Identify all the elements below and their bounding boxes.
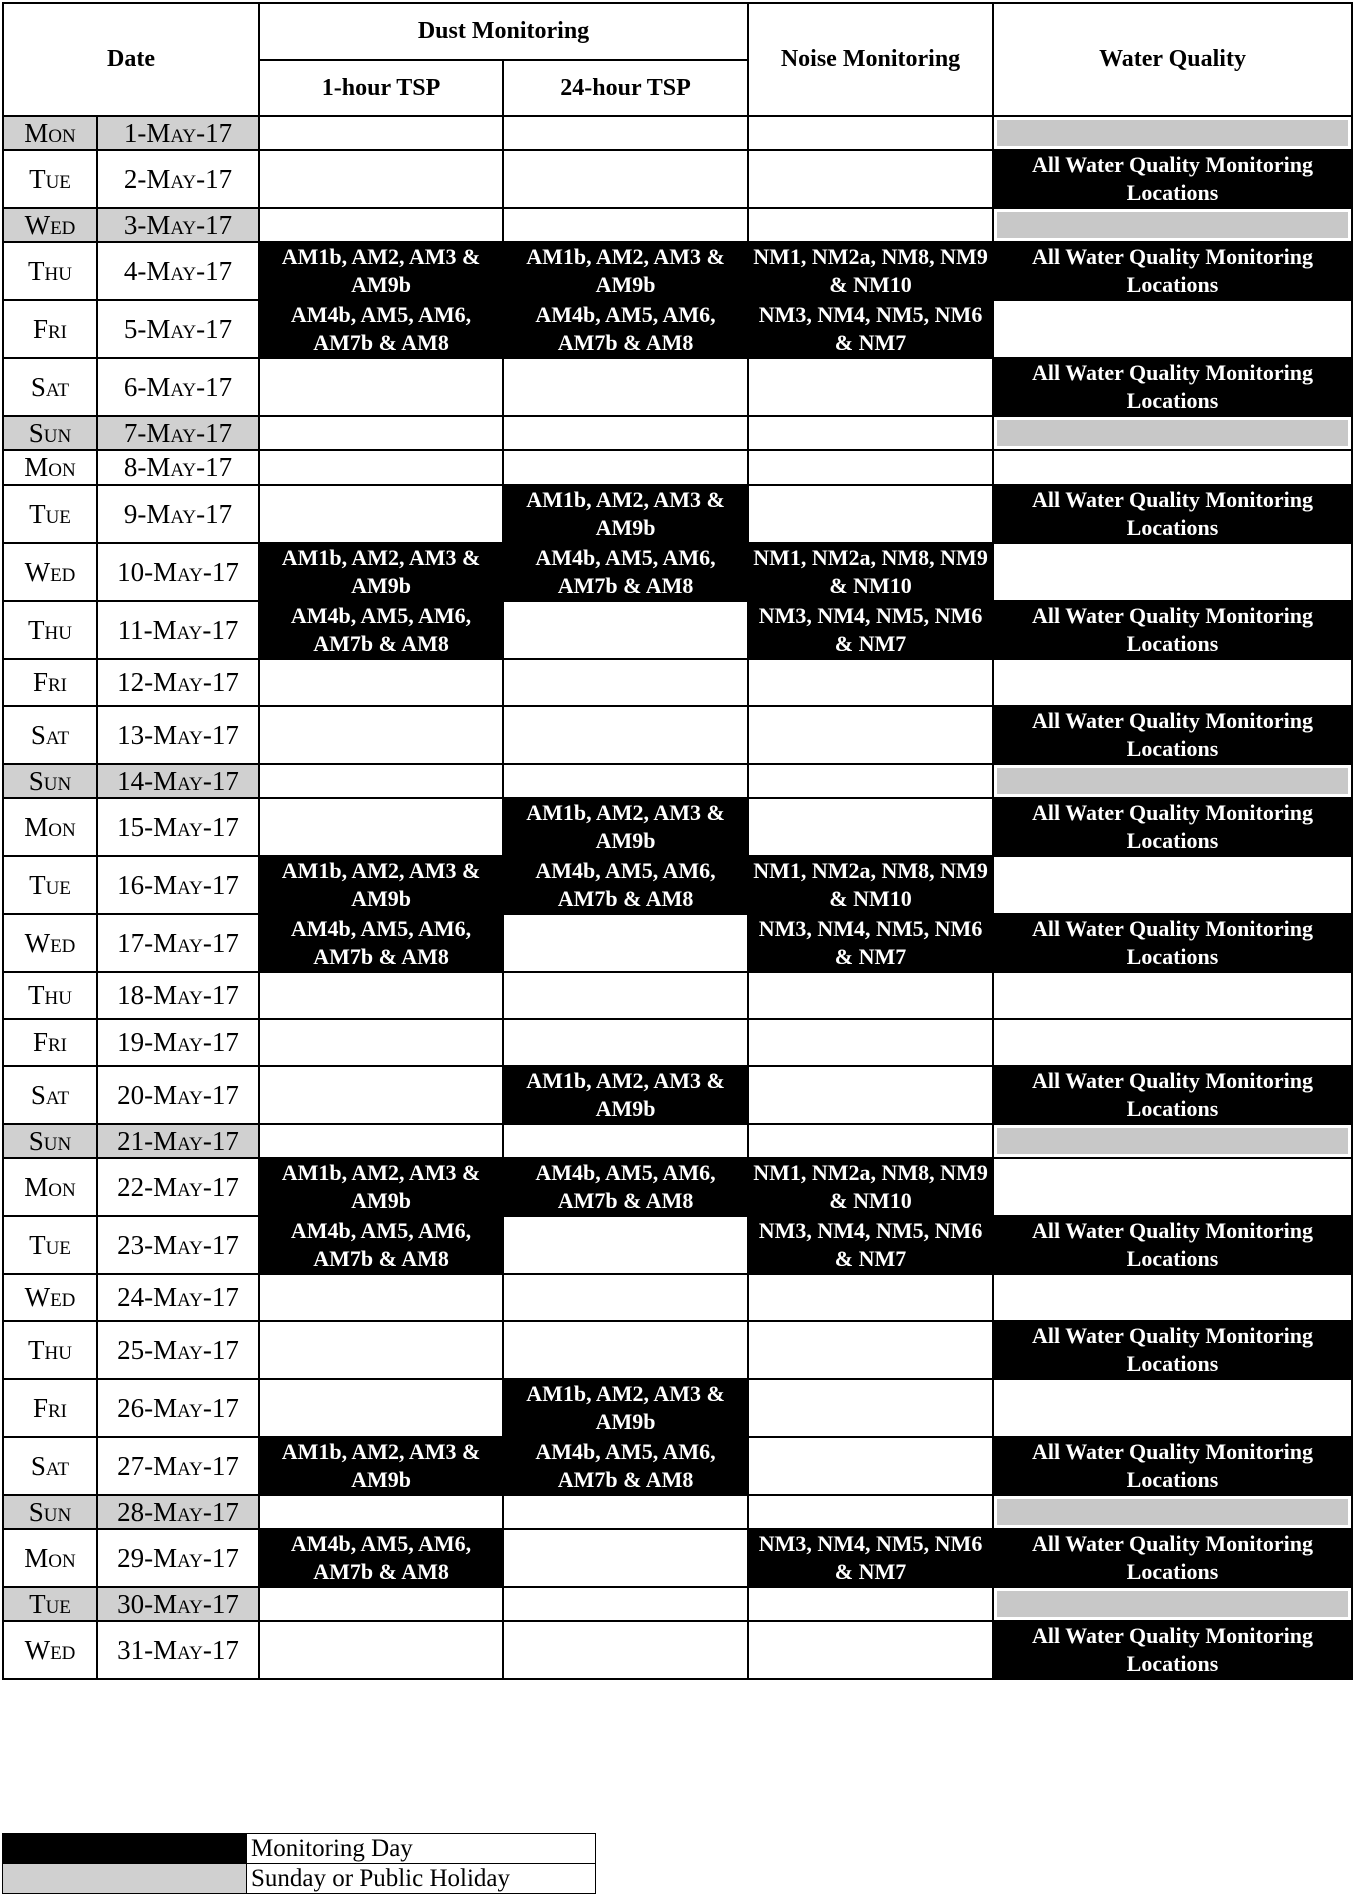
schedule-row (3, 1437, 1352, 1495)
tsp-24hour-cell (503, 659, 748, 706)
tsp-24hour-cell (503, 601, 748, 659)
tsp-24hour-cell: AM1b, AM2, AM3 & AM9b (503, 1066, 748, 1124)
noise-cell (748, 150, 993, 208)
noise-cell: NM3, NM4, NM5, NM6 & NM7 (748, 601, 993, 659)
water-quality-cell (993, 659, 1352, 706)
tsp-24hour-cell (503, 1216, 748, 1274)
tsp-1hour-cell: AM1b, AM2, AM3 & AM9b (259, 543, 503, 601)
schedule-row (3, 659, 1352, 706)
tsp-1hour-cell: AM4b, AM5, AM6, AM7b & AM8 (259, 300, 503, 358)
weekday-cell: Fri (3, 1019, 97, 1066)
noise-cell: NM1, NM2a, NM8, NM9 & NM10 (748, 242, 993, 300)
tsp-24hour-cell (503, 1495, 748, 1529)
water-quality-cell: All Water Quality Monitoring Locations (993, 1437, 1352, 1495)
weekday-cell: Fri (3, 300, 97, 358)
tsp-24hour-cell (503, 1124, 748, 1158)
weekday-cell: Mon (3, 1158, 97, 1216)
tsp-1hour-cell (259, 972, 503, 1019)
tsp-1hour-cell (259, 1124, 503, 1158)
weekday-cell: Thu (3, 1321, 97, 1379)
noise-cell: NM3, NM4, NM5, NM6 & NM7 (748, 914, 993, 972)
date-cell: 9-May-17 (97, 485, 259, 543)
water-quality-cell (993, 856, 1352, 914)
noise-cell: NM3, NM4, NM5, NM6 & NM7 (748, 300, 993, 358)
noise-cell: NM3, NM4, NM5, NM6 & NM7 (748, 1529, 993, 1587)
tsp-24hour-cell (503, 358, 748, 416)
noise-cell (748, 485, 993, 543)
date-cell: 14-May-17 (97, 764, 259, 798)
holiday-shading (997, 1591, 1348, 1617)
tsp-24hour-cell (503, 1529, 748, 1587)
schedule-row (3, 1495, 1352, 1529)
schedule-row (3, 1621, 1352, 1679)
schedule-row (3, 485, 1352, 543)
date-cell: 7-May-17 (97, 416, 259, 450)
legend-row-holiday (3, 1864, 596, 1894)
tsp-24hour-cell (503, 116, 748, 150)
weekday-cell: Mon (3, 1529, 97, 1587)
tsp-1hour-cell (259, 764, 503, 798)
weekday-cell: Thu (3, 242, 97, 300)
noise-cell (748, 1379, 993, 1437)
schedule-row (3, 242, 1352, 300)
noise-cell (748, 659, 993, 706)
date-cell: 8-May-17 (97, 450, 259, 485)
schedule-row (3, 1066, 1352, 1124)
noise-cell (748, 450, 993, 485)
noise-cell (748, 1066, 993, 1124)
weekday-cell: Wed (3, 914, 97, 972)
noise-cell (748, 1019, 993, 1066)
schedule-row (3, 116, 1352, 150)
tsp-24hour-cell: AM4b, AM5, AM6, AM7b & AM8 (503, 543, 748, 601)
water-quality-cell: All Water Quality Monitoring Locations (993, 1066, 1352, 1124)
noise-cell (748, 1124, 993, 1158)
holiday-shading (997, 768, 1348, 794)
water-quality-cell: All Water Quality Monitoring Locations (993, 1321, 1352, 1379)
water-quality-cell: All Water Quality Monitoring Locations (993, 798, 1352, 856)
tsp-1hour-cell (259, 416, 503, 450)
tsp-24hour-cell: AM4b, AM5, AM6, AM7b & AM8 (503, 300, 748, 358)
tsp-1hour-cell (259, 150, 503, 208)
date-cell: 15-May-17 (97, 798, 259, 856)
weekday-cell: Sun (3, 1495, 97, 1529)
tsp-1hour-cell: AM1b, AM2, AM3 & AM9b (259, 1158, 503, 1216)
tsp-24hour-cell (503, 1587, 748, 1621)
monitoring-schedule-table (2, 2, 1353, 1680)
holiday-shading (997, 120, 1348, 146)
schedule-row (3, 450, 1352, 485)
water-quality-cell (993, 1019, 1352, 1066)
weekday-cell: Sat (3, 706, 97, 764)
tsp-24hour-cell: AM4b, AM5, AM6, AM7b & AM8 (503, 1437, 748, 1495)
tsp-1hour-cell: AM4b, AM5, AM6, AM7b & AM8 (259, 1529, 503, 1587)
date-cell: 2-May-17 (97, 150, 259, 208)
water-quality-cell (993, 1495, 1352, 1529)
water-quality-cell (993, 116, 1352, 150)
schedule-row (3, 972, 1352, 1019)
tsp-24hour-cell (503, 706, 748, 764)
noise-cell: NM1, NM2a, NM8, NM9 & NM10 (748, 543, 993, 601)
noise-cell (748, 972, 993, 1019)
weekday-cell: Sat (3, 358, 97, 416)
weekday-cell: Sat (3, 1066, 97, 1124)
holiday-shading (997, 420, 1348, 446)
noise-cell (748, 1495, 993, 1529)
schedule-row (3, 1379, 1352, 1437)
tsp-1hour-cell (259, 1587, 503, 1621)
noise-cell (748, 416, 993, 450)
header-row-1 (3, 3, 1352, 60)
noise-cell (748, 116, 993, 150)
date-cell: 29-May-17 (97, 1529, 259, 1587)
schedule-row (3, 914, 1352, 972)
noise-cell (748, 1321, 993, 1379)
weekday-cell: Tue (3, 1587, 97, 1621)
tsp-24hour-cell: AM1b, AM2, AM3 & AM9b (503, 242, 748, 300)
water-quality-cell: All Water Quality Monitoring Locations (993, 150, 1352, 208)
tsp-1hour-cell (259, 485, 503, 543)
water-quality-cell (993, 1158, 1352, 1216)
tsp-1hour-cell (259, 450, 503, 485)
date-cell: 24-May-17 (97, 1274, 259, 1321)
weekday-cell: Mon (3, 450, 97, 485)
water-quality-cell (993, 543, 1352, 601)
weekday-cell: Tue (3, 485, 97, 543)
legend-row-monitoring (3, 1834, 596, 1864)
weekday-cell: Sun (3, 764, 97, 798)
noise-cell (748, 706, 993, 764)
schedule-row (3, 1321, 1352, 1379)
weekday-cell: Mon (3, 116, 97, 150)
date-cell: 12-May-17 (97, 659, 259, 706)
weekday-cell: Tue (3, 150, 97, 208)
tsp-24hour-cell: AM1b, AM2, AM3 & AM9b (503, 798, 748, 856)
tsp-1hour-cell: AM1b, AM2, AM3 & AM9b (259, 1437, 503, 1495)
weekday-cell: Tue (3, 856, 97, 914)
date-cell: 4-May-17 (97, 242, 259, 300)
date-cell: 23-May-17 (97, 1216, 259, 1274)
weekday-cell: Sat (3, 1437, 97, 1495)
noise-cell: NM1, NM2a, NM8, NM9 & NM10 (748, 856, 993, 914)
date-cell: 20-May-17 (97, 1066, 259, 1124)
tsp-1hour-cell (259, 1379, 503, 1437)
water-quality-cell: All Water Quality Monitoring Locations (993, 1621, 1352, 1679)
tsp-1hour-cell (259, 1621, 503, 1679)
holiday-shading (997, 1128, 1348, 1154)
tsp-1hour-cell (259, 1274, 503, 1321)
water-quality-cell (993, 1274, 1352, 1321)
dust-monitoring-header: Dust Monitoring (259, 3, 748, 60)
water-quality-cell: All Water Quality Monitoring Locations (993, 601, 1352, 659)
schedule-row (3, 1529, 1352, 1587)
schedule-row (3, 1274, 1352, 1321)
schedule-row (3, 1216, 1352, 1274)
water-quality-cell (993, 1587, 1352, 1621)
schedule-row (3, 300, 1352, 358)
water-quality-cell (993, 450, 1352, 485)
tsp-1hour-cell (259, 706, 503, 764)
tsp-24hour-cell (503, 150, 748, 208)
weekday-cell: Mon (3, 798, 97, 856)
schedule-row (3, 208, 1352, 242)
date-cell: 3-May-17 (97, 208, 259, 242)
date-cell: 28-May-17 (97, 1495, 259, 1529)
schedule-row (3, 798, 1352, 856)
holiday-shading (997, 1499, 1348, 1525)
date-cell: 21-May-17 (97, 1124, 259, 1158)
weekday-cell: Fri (3, 659, 97, 706)
tsp-24hour-cell: AM1b, AM2, AM3 & AM9b (503, 1379, 748, 1437)
schedule-row (3, 150, 1352, 208)
tsp-1hour-cell (259, 358, 503, 416)
tsp-1hour-cell (259, 208, 503, 242)
tsp-1hour-cell (259, 798, 503, 856)
holiday-shading (997, 212, 1348, 238)
weekday-cell: Wed (3, 1274, 97, 1321)
weekday-cell: Wed (3, 208, 97, 242)
schedule-row (3, 706, 1352, 764)
weekday-cell: Sun (3, 416, 97, 450)
weekday-cell: Thu (3, 972, 97, 1019)
tsp-1hour-cell (259, 1321, 503, 1379)
noise-cell (748, 1587, 993, 1621)
weekday-cell: Fri (3, 1379, 97, 1437)
date-cell: 22-May-17 (97, 1158, 259, 1216)
noise-cell (748, 1437, 993, 1495)
date-cell: 6-May-17 (97, 358, 259, 416)
water-quality-cell (993, 1379, 1352, 1437)
noise-cell (748, 764, 993, 798)
noise-cell: NM3, NM4, NM5, NM6 & NM7 (748, 1216, 993, 1274)
date-cell: 18-May-17 (97, 972, 259, 1019)
date-header: Date (3, 3, 259, 116)
water-quality-cell: All Water Quality Monitoring Locations (993, 358, 1352, 416)
noise-cell (748, 358, 993, 416)
date-cell: 25-May-17 (97, 1321, 259, 1379)
date-cell: 1-May-17 (97, 116, 259, 150)
tsp-24hour-cell (503, 1321, 748, 1379)
noise-cell (748, 1274, 993, 1321)
water-quality-cell (993, 300, 1352, 358)
water-quality-cell: All Water Quality Monitoring Locations (993, 914, 1352, 972)
tsp-24hour-cell (503, 450, 748, 485)
date-cell: 10-May-17 (97, 543, 259, 601)
water-quality-cell (993, 208, 1352, 242)
noise-cell (748, 208, 993, 242)
tsp-24hour-cell (503, 764, 748, 798)
schedule-body (3, 116, 1352, 1679)
schedule-row (3, 1124, 1352, 1158)
tsp-1hour-cell: AM4b, AM5, AM6, AM7b & AM8 (259, 1216, 503, 1274)
water-quality-cell (993, 764, 1352, 798)
tsp-24hour-cell (503, 416, 748, 450)
schedule-row (3, 358, 1352, 416)
date-cell: 17-May-17 (97, 914, 259, 972)
tsp-24hour-cell (503, 914, 748, 972)
legend (2, 1833, 596, 1894)
schedule-row (3, 764, 1352, 798)
tsp-1hour-cell (259, 1019, 503, 1066)
water-quality-cell (993, 416, 1352, 450)
tsp-1hour-cell: AM4b, AM5, AM6, AM7b & AM8 (259, 601, 503, 659)
schedule-row (3, 543, 1352, 601)
schedule-row (3, 1587, 1352, 1621)
date-cell: 19-May-17 (97, 1019, 259, 1066)
water-quality-cell: All Water Quality Monitoring Locations (993, 1529, 1352, 1587)
schedule-row (3, 416, 1352, 450)
tsp-1hour-header: 1-hour TSP (259, 60, 503, 116)
water-quality-cell (993, 972, 1352, 1019)
schedule-row (3, 1158, 1352, 1216)
tsp-24hour-cell (503, 972, 748, 1019)
schedule-row (3, 1019, 1352, 1066)
tsp-24hour-header: 24-hour TSP (503, 60, 748, 116)
date-cell: 11-May-17 (97, 601, 259, 659)
tsp-1hour-cell (259, 1495, 503, 1529)
water-quality-header: Water Quality (993, 3, 1352, 116)
noise-monitoring-header: Noise Monitoring (748, 3, 993, 116)
schedule-row (3, 601, 1352, 659)
tsp-1hour-cell (259, 116, 503, 150)
legend-label-monitoring: Monitoring Day (247, 1834, 596, 1864)
weekday-cell: Thu (3, 601, 97, 659)
legend-label-holiday: Sunday or Public Holiday (247, 1864, 596, 1894)
date-cell: 30-May-17 (97, 1587, 259, 1621)
date-cell: 5-May-17 (97, 300, 259, 358)
tsp-24hour-cell: AM4b, AM5, AM6, AM7b & AM8 (503, 856, 748, 914)
date-cell: 27-May-17 (97, 1437, 259, 1495)
weekday-cell: Sun (3, 1124, 97, 1158)
tsp-1hour-cell: AM1b, AM2, AM3 & AM9b (259, 856, 503, 914)
legend-swatch-holiday (3, 1864, 247, 1894)
date-cell: 26-May-17 (97, 1379, 259, 1437)
noise-cell (748, 1621, 993, 1679)
schedule-row (3, 856, 1352, 914)
weekday-cell: Tue (3, 1216, 97, 1274)
water-quality-cell: All Water Quality Monitoring Locations (993, 242, 1352, 300)
tsp-1hour-cell: AM4b, AM5, AM6, AM7b & AM8 (259, 914, 503, 972)
date-cell: 31-May-17 (97, 1621, 259, 1679)
date-cell: 13-May-17 (97, 706, 259, 764)
tsp-1hour-cell: AM1b, AM2, AM3 & AM9b (259, 242, 503, 300)
tsp-1hour-cell (259, 659, 503, 706)
water-quality-cell: All Water Quality Monitoring Locations (993, 706, 1352, 764)
tsp-24hour-cell (503, 208, 748, 242)
tsp-24hour-cell (503, 1621, 748, 1679)
tsp-1hour-cell (259, 1066, 503, 1124)
tsp-24hour-cell: AM4b, AM5, AM6, AM7b & AM8 (503, 1158, 748, 1216)
tsp-24hour-cell: AM1b, AM2, AM3 & AM9b (503, 485, 748, 543)
legend-swatch-monitoring (3, 1834, 247, 1864)
water-quality-cell: All Water Quality Monitoring Locations (993, 1216, 1352, 1274)
noise-cell (748, 798, 993, 856)
noise-cell: NM1, NM2a, NM8, NM9 & NM10 (748, 1158, 993, 1216)
tsp-24hour-cell (503, 1274, 748, 1321)
weekday-cell: Wed (3, 543, 97, 601)
tsp-24hour-cell (503, 1019, 748, 1066)
water-quality-cell (993, 1124, 1352, 1158)
date-cell: 16-May-17 (97, 856, 259, 914)
water-quality-cell: All Water Quality Monitoring Locations (993, 485, 1352, 543)
weekday-cell: Wed (3, 1621, 97, 1679)
